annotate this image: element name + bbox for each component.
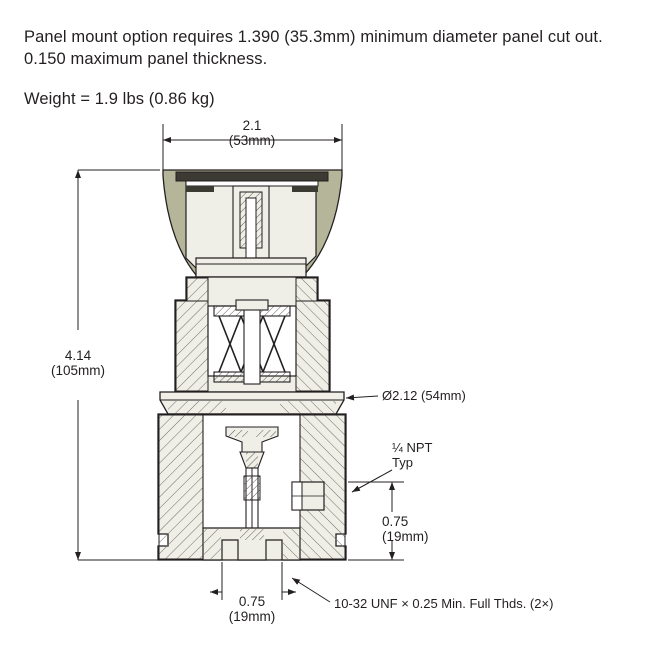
dimension-port-height	[382, 514, 429, 544]
dimension-width-top-metric: (53mm)	[228, 133, 276, 148]
dimension-port-height-value: 0.75	[382, 514, 409, 529]
dimension-height-total	[38, 348, 118, 378]
callout-diameter: Ø2.12 (54mm)	[382, 388, 466, 403]
dimension-bottom-spacing-metric: (19mm)	[228, 609, 276, 624]
dimension-width-top-value: 2.1	[242, 118, 262, 133]
dimension-height-total-value: 4.14	[64, 348, 92, 363]
callout-npt-line1: ¼ NPT	[392, 440, 433, 455]
callout-npt	[392, 440, 432, 470]
dimension-width-top	[212, 118, 292, 148]
dimension-bottom-spacing	[212, 594, 292, 624]
dimension-bottom-spacing-value: 0.75	[238, 594, 266, 609]
callout-thread: 10-32 UNF × 0.25 Min. Full Thds. (2×)	[334, 596, 554, 611]
dimension-height-total-metric: (105mm)	[50, 363, 105, 378]
weight-note: Weight = 1.9 lbs (0.86 kg)	[24, 90, 215, 108]
callout-npt-line2: Typ	[392, 455, 413, 470]
dimension-port-height-metric: (19mm)	[382, 529, 429, 544]
panel-mount-note: Panel mount option requires 1.390 (35.3mm) minimum diameter panel cut out. 0.150 maximum panel thickness.	[24, 28, 603, 68]
